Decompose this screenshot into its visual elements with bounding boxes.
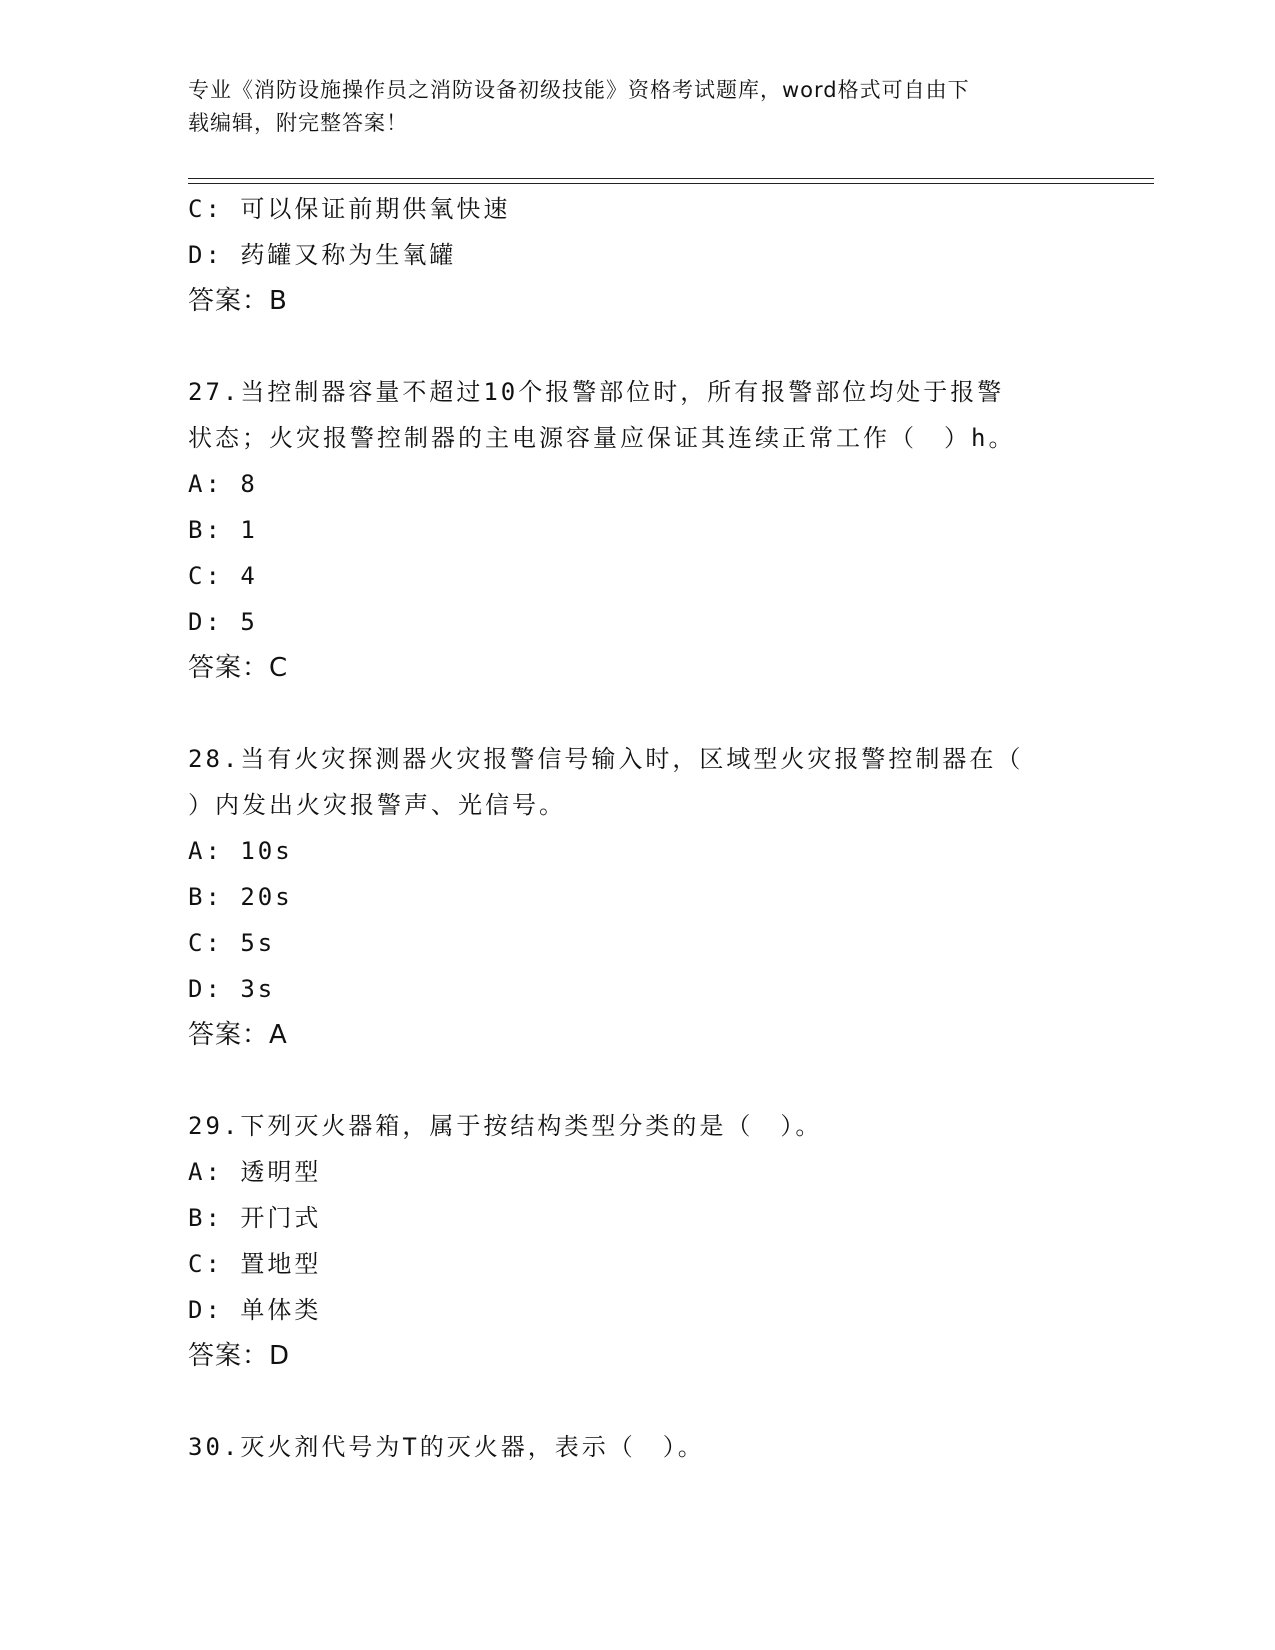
option-a: A: 10s (188, 837, 293, 865)
option-a: A: 8 (188, 470, 258, 498)
question-stem-line: ）内发出火灾报警声、光信号。 (188, 791, 566, 819)
question-list (188, 186, 1088, 1470)
option-d: D: 药罐又称为生氧罐 (188, 241, 457, 269)
option-c: C: 置地型 (188, 1250, 322, 1278)
question-stem-line: 27.当控制器容量不超过10个报警部位时，所有报警部位均处于报警 (188, 378, 1005, 406)
option-a: A: 透明型 (188, 1158, 322, 1186)
header-line-2: 载编辑，附完整答案！ (188, 111, 408, 135)
spacer (188, 1379, 1088, 1424)
answer-line: 答案：B (188, 286, 288, 316)
question-30 (188, 1424, 1088, 1470)
header-divider-top (188, 178, 1154, 179)
option-b: B: 20s (188, 883, 293, 911)
question-stem-line: 30.灭火剂代号为T的灭火器，表示（ ）。 (188, 1433, 705, 1461)
option-b: B: 开门式 (188, 1204, 322, 1232)
spacer (188, 1058, 1088, 1103)
option-d: D: 3s (188, 975, 276, 1003)
option-d: D: 单体类 (188, 1296, 322, 1324)
option-b: B: 1 (188, 516, 258, 544)
header-divider-bottom (188, 183, 1154, 184)
spacer (188, 324, 1088, 369)
question-28 (188, 736, 1088, 1058)
answer-line: 答案：A (188, 1020, 288, 1050)
prev-question-tail (188, 186, 1088, 324)
option-c: C: 可以保证前期供氧快速 (188, 195, 511, 223)
answer-line: 答案：D (188, 1341, 291, 1371)
question-stem-line: 28.当有火灾探测器火灾报警信号输入时，区域型火灾报警控制器在（ (188, 745, 1024, 773)
question-27 (188, 369, 1088, 691)
header-line-1: 专业《消防设施操作员之消防设备初级技能》资格考试题库，word格式可自由下 (188, 78, 970, 102)
question-29 (188, 1103, 1088, 1379)
option-c: C: 5s (188, 929, 276, 957)
question-stem-line: 29.下列灭火器箱，属于按结构类型分类的是（ ）。 (188, 1112, 823, 1140)
question-stem-line: 状态；火灾报警控制器的主电源容量应保证其连续正常工作（ ）h。 (188, 424, 1016, 452)
answer-line: 答案：C (188, 653, 289, 683)
spacer (188, 691, 1088, 736)
option-d: D: 5 (188, 608, 258, 636)
option-c: C: 4 (188, 562, 258, 590)
document-header (188, 74, 1088, 140)
